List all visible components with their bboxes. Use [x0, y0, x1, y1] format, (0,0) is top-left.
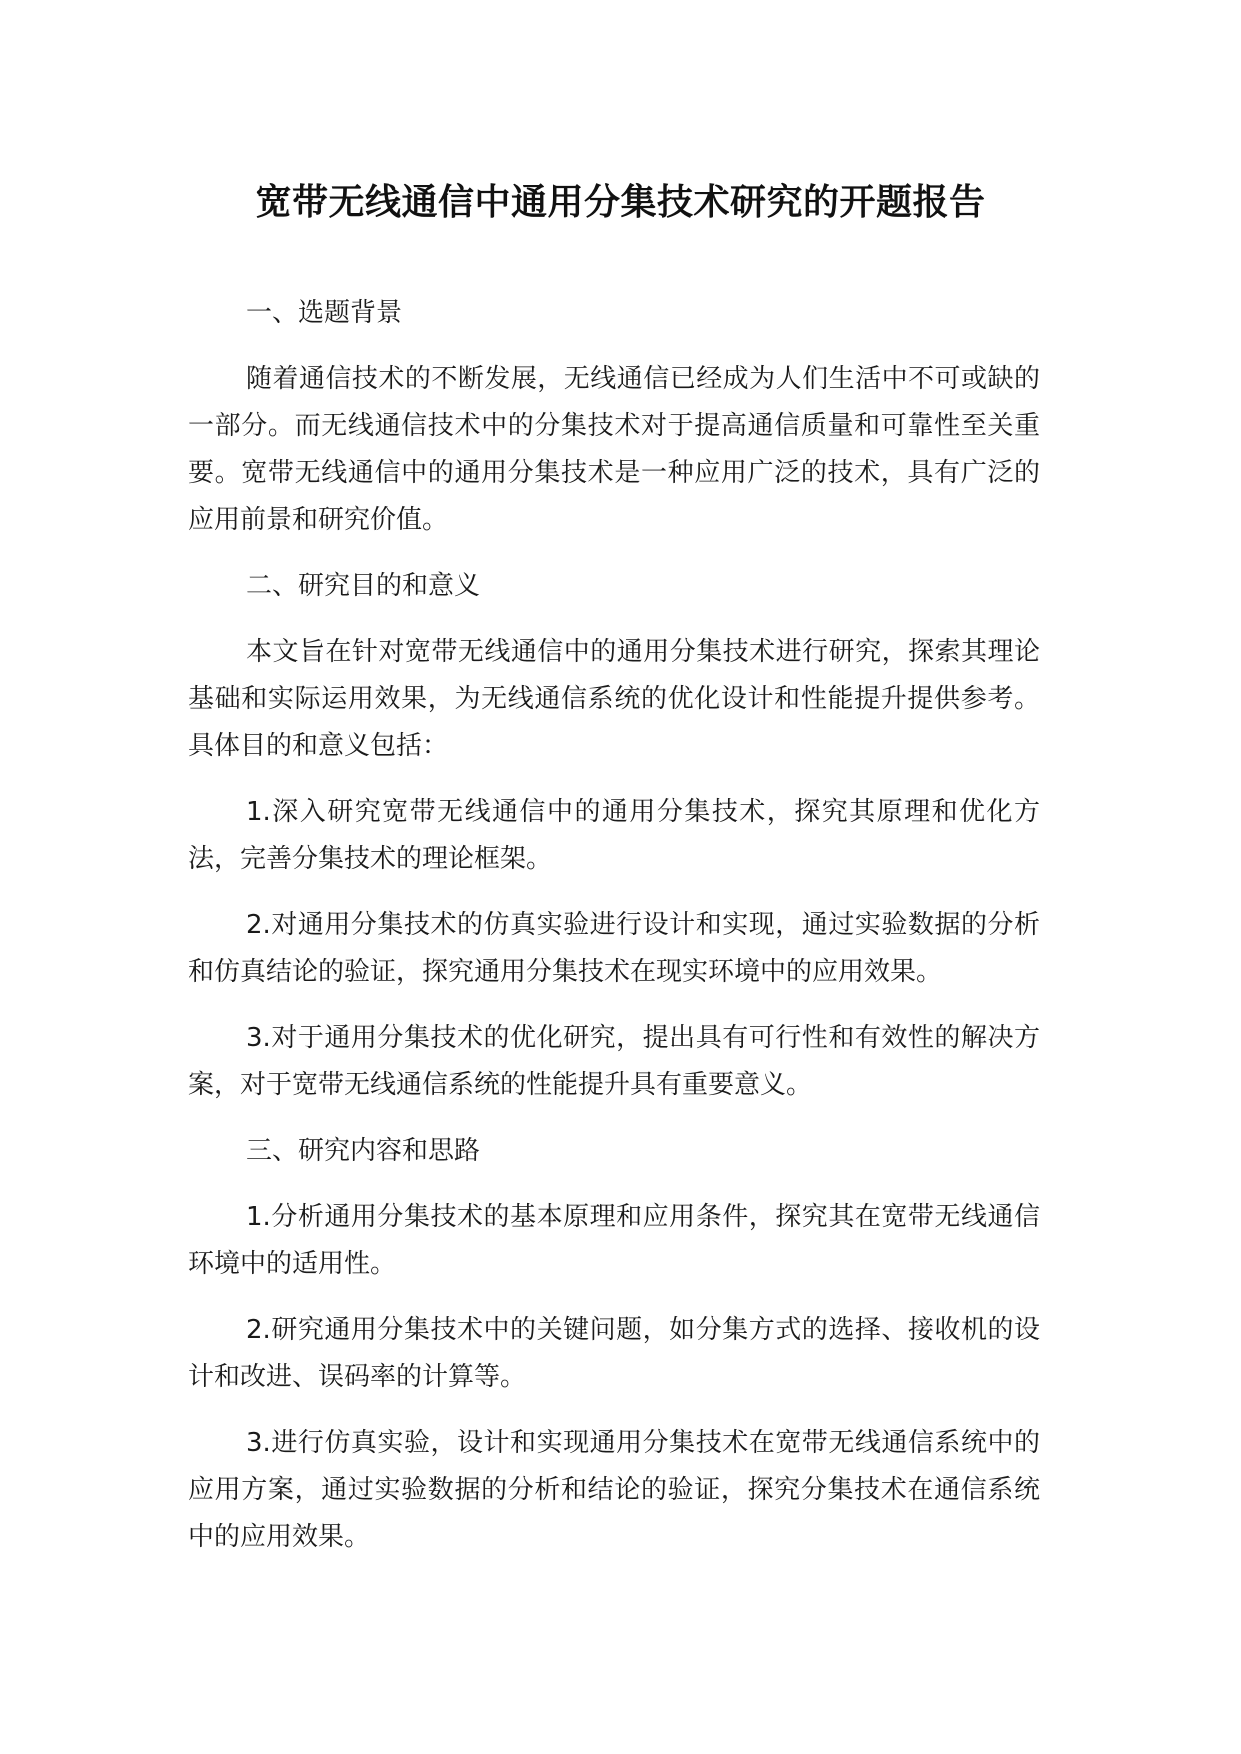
document-body: [188, 290, 1040, 1580]
paragraph-background: 随着通信技术的不断发展，无线通信已经成为人们生活中不可或缺的一部分。而无线通信技术中的分集技术对于提高通信质量和可靠性至关重要。宽带无线通信中的通用分集技术是一种应用广泛的技术，具有广泛的应用前景和研究价值。: [188, 364, 1040, 535]
section-heading-purpose: 二、研究目的和意义: [246, 571, 481, 601]
paragraph-content-item-1: 1.分析通用分集技术的基本原理和应用条件，探究其在宽带无线通信环境中的适用性。: [188, 1202, 1040, 1279]
paragraph-content-item-2: 2.研究通用分集技术中的关键问题，如分集方式的选择、接收机的设计和改进、误码率的计算等。: [188, 1315, 1040, 1392]
paragraph-purpose-item-1: 1.深入研究宽带无线通信中的通用分集技术，探究其原理和优化方法，完善分集技术的理论框架。: [188, 797, 1040, 874]
paragraph-purpose-item-2: 2.对通用分集技术的仿真实验进行设计和实现，通过实验数据的分析和仿真结论的验证，探究通用分集技术在现实环境中的应用效果。: [188, 910, 1040, 987]
paragraph-purpose-item-3: 3.对于通用分集技术的优化研究，提出具有可行性和有效性的解决方案，对于宽带无线通信系统的性能提升具有重要意义。: [188, 1023, 1040, 1100]
paragraph-purpose-intro: 本文旨在针对宽带无线通信中的通用分集技术进行研究，探索其理论基础和实际运用效果，为无线通信系统的优化设计和性能提升提供参考。具体目的和意义包括：: [188, 637, 1040, 761]
paragraph-content-item-3: 3.进行仿真实验，设计和实现通用分集技术在宽带无线通信系统中的应用方案，通过实验数据的分析和结论的验证，探究分集技术在通信系统中的应用效果。: [188, 1428, 1040, 1552]
document-title: 宽带无线通信中通用分集技术研究的开题报告: [255, 182, 986, 223]
section-heading-content: 三、研究内容和思路: [246, 1136, 481, 1166]
section-heading-background: 一、选题背景: [246, 298, 403, 328]
